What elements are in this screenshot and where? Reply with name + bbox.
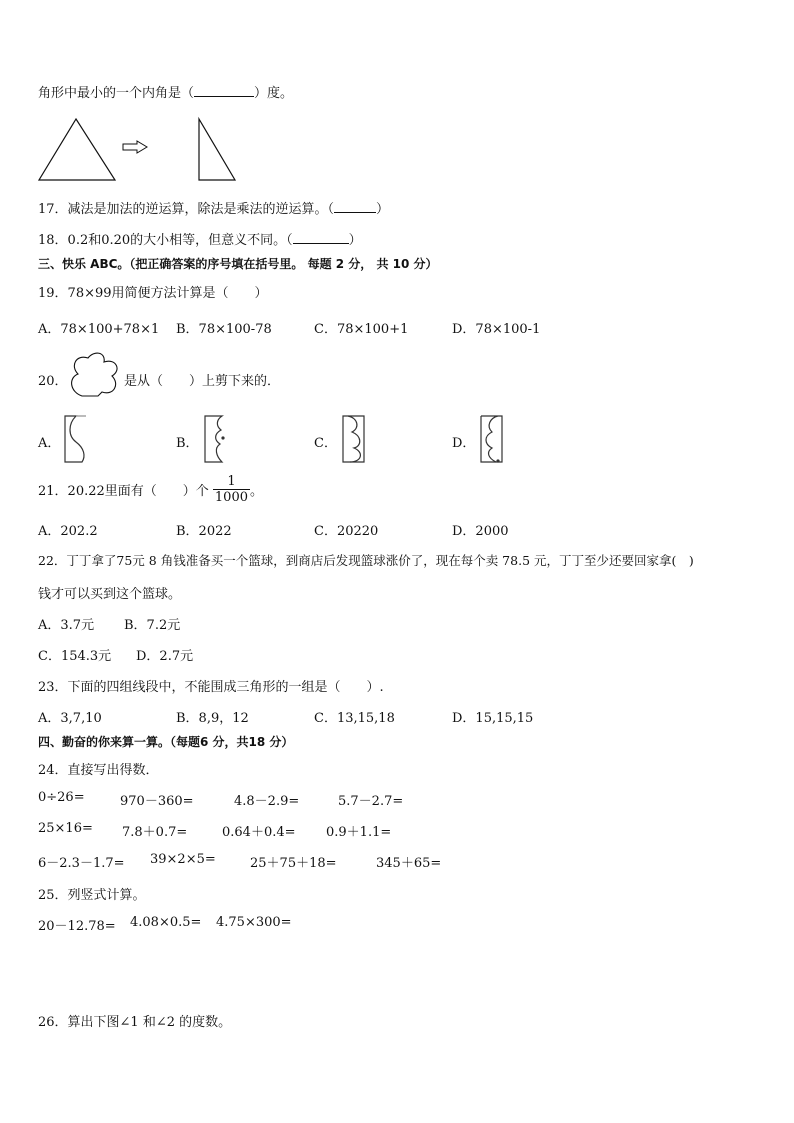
q24-r2-c1: 25×16=: [38, 821, 93, 836]
q20-number: 20．: [38, 374, 68, 389]
q24-stem: 24．直接写出得数．: [38, 763, 159, 778]
q19-option-c[interactable]: C．78×100+1: [314, 322, 409, 337]
q25-item-2: 4.08×0.5=: [130, 915, 202, 930]
q26-stem: 26．算出下图∠1 和∠2 的度数。: [38, 1015, 232, 1030]
q20-option-d[interactable]: D．: [452, 436, 476, 451]
q21-fraction: [213, 474, 250, 505]
q23-option-d[interactable]: D．15,15,15: [452, 711, 534, 726]
q22-stem-line1: 22．丁丁拿了75元 8 角钱准备买一个篮球，到商店后发现篮球涨价了，现在每个卖 78.5 元，丁丁至少还要回家拿( ): [38, 553, 694, 568]
q19-option-a[interactable]: A．78×100+78×1: [38, 322, 160, 337]
q22-stem-line2: 钱才可以买到这个篮球。: [38, 587, 182, 602]
q16-text-after: ）度。: [254, 86, 294, 101]
q21-option-a[interactable]: A．202.2: [38, 524, 98, 539]
q21-stem-before: 21．20.22里面有（ ）个: [38, 484, 209, 499]
q24-r1-c3: 4.8－2.9=: [234, 794, 300, 809]
q20-option-a[interactable]: A．: [38, 436, 61, 451]
q21-option-c[interactable]: C．20220: [314, 524, 379, 539]
q21-option-b[interactable]: B．2022: [176, 524, 232, 539]
q18-line: [38, 229, 362, 248]
q21-stem-after: 。: [250, 484, 264, 499]
section3-title: 三、快乐 ABC。（把正确答案的序号填在括号里。 每题 2 分， 共 10 分）: [38, 257, 438, 271]
q20-clover-shape: [68, 352, 122, 398]
q24-r3-c4: 345＋65=: [376, 856, 442, 871]
q23-stem: 23．下面的四组线段中，不能围成三角形的一组是（ ）.: [38, 680, 384, 695]
q25-item-3: 4.75×300=: [216, 915, 292, 930]
q24-r2-c2: 7.8＋0.7=: [122, 825, 188, 840]
q20-option-b[interactable]: B．: [176, 436, 199, 451]
q18-answer-blank[interactable]: [293, 231, 349, 244]
q24-r1-c4: 5.7－2.7=: [338, 794, 404, 809]
q21-option-d[interactable]: D．2000: [452, 524, 509, 539]
q20-option-a-paper-icon[interactable]: [62, 414, 96, 466]
q24-r2-c3: 0.64＋0.4=: [222, 825, 296, 840]
q16-half-triangle-figure: [196, 118, 238, 182]
q24-r3-c3: 25＋75＋18=: [250, 856, 337, 871]
q16-answer-blank[interactable]: [194, 84, 254, 97]
q20-option-c-paper-icon[interactable]: [340, 414, 374, 466]
q24-r1-c1: 0÷26=: [38, 790, 85, 805]
q18-text-after: ）: [348, 233, 362, 248]
q24-r2-c4: 0.9＋1.1=: [326, 825, 392, 840]
q20-option-b-paper-icon[interactable]: [200, 414, 234, 466]
q20-option-c[interactable]: C．: [314, 436, 337, 451]
q16-triangle-figure: [38, 118, 118, 182]
q19-option-b[interactable]: B．78×100-78: [176, 322, 272, 337]
q17-answer-blank[interactable]: [334, 200, 376, 213]
q21-fraction-denominator: 1000: [214, 490, 248, 505]
q17-line: [38, 198, 389, 217]
q23-option-c[interactable]: C．13,15,18: [314, 711, 395, 726]
q24-r3-c2: 39×2×5=: [150, 852, 216, 867]
q23-option-a[interactable]: A．3,7,10: [38, 711, 102, 726]
q16-text-before: 角形中最小的一个内角是（: [38, 86, 195, 101]
q24-r3-c1: 6－2.3－1.7=: [38, 856, 125, 871]
q19-option-d[interactable]: D．78×100-1: [452, 322, 541, 337]
q16-line: [38, 82, 293, 101]
q25-item-1: 20－12.78=: [38, 919, 116, 934]
q23-option-b[interactable]: B．8,9，12: [176, 711, 249, 726]
q19-stem: 19．78×99用简便方法计算是（ ）: [38, 286, 268, 301]
q21-stem-line: [38, 474, 263, 505]
q21-fraction-numerator: 1: [213, 474, 250, 490]
arrow-right-icon: [122, 140, 148, 154]
q17-text-before: 17．减法是加法的逆运算，除法是乘法的逆运算。（: [38, 202, 335, 217]
q25-stem: 25．列竖式计算。: [38, 888, 146, 903]
q24-r1-c2: 970－360=: [120, 794, 194, 809]
q22-option-c[interactable]: C．154.3元: [38, 649, 112, 664]
q20-stem: 是从（ ）上剪下来的．: [124, 374, 281, 389]
q22-option-a[interactable]: A．3.7元: [38, 618, 95, 633]
q20-option-d-paper-icon[interactable]: [478, 414, 512, 466]
q17-text-after: ）: [376, 202, 390, 217]
q22-option-d[interactable]: D．2.7元: [136, 649, 194, 664]
q22-option-b[interactable]: B．7.2元: [124, 618, 181, 633]
q18-text-before: 18．0.2和0.20的大小相等，但意义不同。（: [38, 233, 293, 248]
section4-title: 四、勤奋的你来算一算。（每题6 分，共18 分）: [38, 735, 294, 749]
